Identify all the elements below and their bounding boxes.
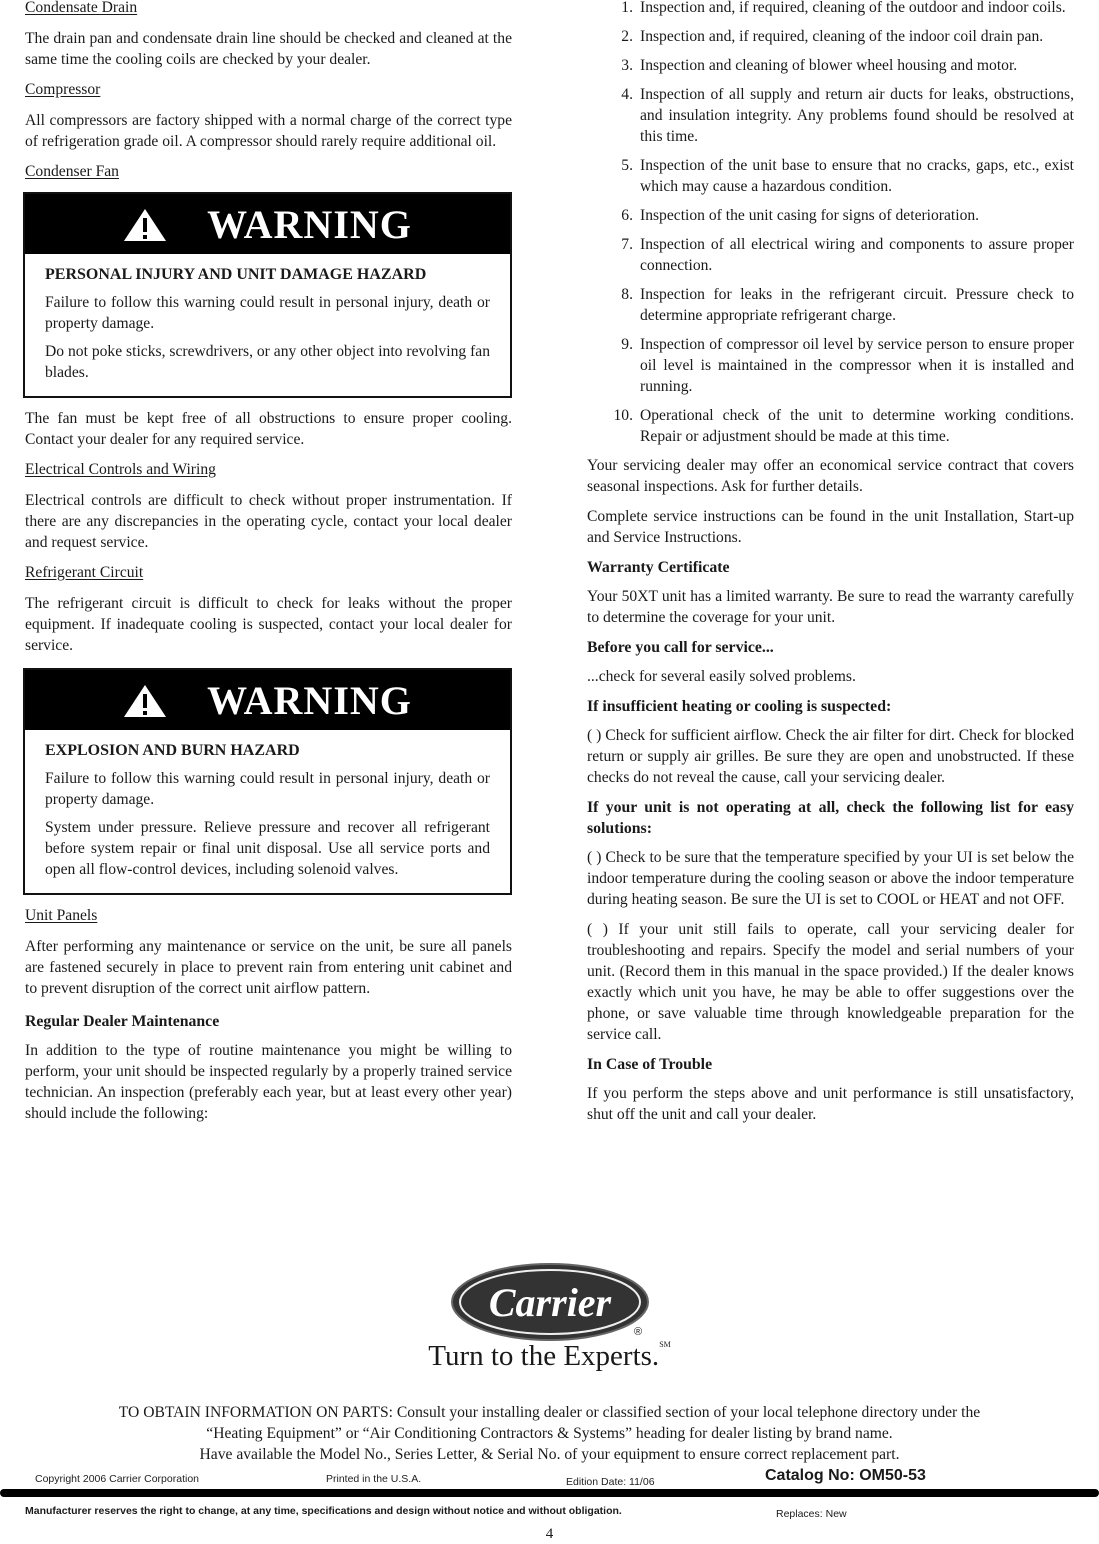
catalog-number: Catalog No: OM50-53 (765, 1467, 926, 1484)
carrier-logo-icon (450, 1262, 650, 1342)
list-item: 6. Inspection of the unit casing for signs of deterioration. (621, 207, 980, 224)
printed-in: Printed in the U.S.A. (326, 1473, 422, 1485)
heading-condenser-fan: Condenser Fan (25, 163, 119, 180)
warning-header (25, 194, 510, 254)
hazard-title: EXPLOSION AND BURN HAZARD (45, 742, 300, 759)
hazard-title: PERSONAL INJURY AND UNIT DAMAGE HAZARD (45, 266, 427, 283)
heading-trouble: In Case of Trouble (587, 1056, 713, 1073)
checklist-item: ( ) If your unit still fails to operate, call your servicing dealer for troubleshooting and repairs. Specify the model and serial numbers of your unit. (Record them in this manual in the space provided.) If the dealer knows exactly which unit you have, he may be able to offer suggestions over the phone, or save valuable time through knowledgeable preparation for the service call. (587, 921, 1074, 1043)
electrical-text: Electrical controls are difficult to check without proper instrumentation. If there are any discrepancies in the operating cycle, contact your local dealer and request service. (25, 492, 512, 551)
before-service-text: ...check for several easily solved problems. (587, 668, 856, 685)
heading-electrical: Electrical Controls and Wiring (25, 461, 216, 478)
heading-unit-panels: Unit Panels (25, 907, 98, 924)
svg-text:Carrier: Carrier (488, 1280, 611, 1325)
tagline: Turn to the Experts.℠ (428, 1340, 671, 1372)
regular-maintenance-text: In addition to the type of routine maintenance you might be willing to perform, your unit should be inspected regularly by a properly trained service technician. An inspection (preferably each year, but at least every other year) should include the following: (25, 1042, 512, 1122)
warning-triangle-icon (123, 206, 167, 242)
list-item: 4. Inspection of all supply and return air ducts for leaks, obstructions, and insulation integrity. Any problems found should be resolved at this time. (621, 86, 1074, 145)
warranty-text: Your 50XT unit has a limited warranty. Be sure to read the warranty carefully to determine the coverage for your unit. (587, 588, 1074, 626)
list-item: 1. Inspection and, if required, cleaning of the outdoor and indoor coils. (621, 0, 1066, 16)
service-contract-text: Your servicing dealer may offer an economical service contract that covers seasonal inspections. Ask for further details. (587, 457, 1074, 495)
heading-not-operating: If your unit is not operating at all, check the following list for easy solutions: (587, 799, 1074, 837)
manufacturer-notice: Manufacturer reserves the right to change, at any time, specifications and design without notice and without obligation. (25, 1505, 622, 1517)
footer-rule (0, 1489, 1099, 1497)
unit-panels-text: After performing any maintenance or service on the unit, be sure all panels are fastened securely in place to prevent rain from entering unit cabinet and to prevent disruption of the correct unit airflow pattern. (25, 938, 512, 997)
list-item: 8. Inspection for leaks in the refrigerant circuit. Pressure check to determine appropriate refrigerant charge. (621, 286, 1074, 324)
heading-regular-maintenance: Regular Dealer Maintenance (25, 1013, 220, 1030)
heading-warranty: Warranty Certificate (587, 559, 730, 576)
right-column (587, 0, 1074, 1134)
registered-mark: ® (634, 1326, 643, 1338)
warning-box-fan (23, 192, 512, 398)
list-item: 10. Operational check of the unit to determine working conditions. Repair or adjustment should be made at this time. (613, 407, 1074, 445)
replaces: Replaces: New (776, 1508, 847, 1520)
page-number: 4 (545, 1526, 554, 1542)
warning-title: WARNING (207, 201, 412, 247)
trouble-text: If you perform the steps above and unit performance is still unsatisfactory, shut off the unit and call your dealer. (587, 1085, 1074, 1123)
heading-condensate-drain: Condensate Drain (25, 0, 138, 16)
list-item: 3. Inspection and cleaning of blower wheel housing and motor. (621, 57, 1018, 74)
complete-instructions-text: Complete service instructions can be found in the unit Installation, Start-up and Service Instructions. (587, 508, 1074, 546)
copyright: Copyright 2006 Carrier Corporation (35, 1473, 199, 1485)
heading-before-service: Before you call for service... (587, 639, 774, 656)
warning-text: Do not poke sticks, screwdrivers, or any other object into revolving fan blades. (45, 343, 490, 381)
checklist-item: ( ) Check to be sure that the temperature specified by your UI is set below the indoor temperature during the cooling season or above the indoor temperature during heating season. Be sure the UI is set to COOL or HEAT and not OFF. (587, 849, 1074, 908)
condenser-fan-text: The fan must be kept free of all obstructions to ensure proper cooling. Contact your dealer for any required service. (25, 410, 512, 448)
edition-date: Edition Date: 11/06 (566, 1476, 655, 1488)
heading-compressor: Compressor (25, 81, 101, 98)
list-item: 9. Inspection of compressor oil level by service person to ensure proper oil level is maintained in the compressor when it is installed and running. (621, 336, 1074, 395)
warning-box-explosion (23, 668, 512, 895)
warning-title: WARNING (207, 677, 412, 723)
refrigerant-text: The refrigerant circuit is difficult to check for leaks without the proper equipment. If inadequate cooling is suspected, contact your local dealer for service. (25, 595, 512, 654)
warning-text: Failure to follow this warning could result in personal injury, death or property damage. (45, 294, 490, 332)
checklist-item: ( ) Check for sufficient airflow. Check the air filter for dirt. Check for blocked return or supply air grilles. Be sure they are open and unobstructed. If these checks do not reveal the cause, call your servicing dealer. (587, 727, 1074, 786)
warning-header (25, 670, 510, 730)
carrier-logo (0, 1262, 1099, 1342)
list-item: 2. Inspection and, if required, cleaning of the indoor coil drain pan. (621, 28, 1044, 45)
parts-info: TO OBTAIN INFORMATION ON PARTS: Consult your installing dealer or classified section of your local telephone directory under the “Heating Equipment” or “Air Conditioning Contractors & Systems” heading for dealer listing by brand name. Have available the Model No., Series Letter, & Serial No. of your equipment to ensure correct replacement part. (118, 1404, 981, 1463)
compressor-text: All compressors are factory shipped with a normal charge of the correct type of refrigeration grade oil. A compressor should rarely require additional oil. (25, 112, 512, 150)
warning-text: Failure to follow this warning could result in personal injury, death or property damage. (45, 770, 490, 808)
heading-insufficient: If insufficient heating or cooling is suspected: (587, 698, 892, 715)
left-column (25, 0, 512, 1133)
warning-triangle-icon (123, 682, 167, 718)
maintenance-list (587, 0, 1074, 447)
list-item: 5. Inspection of the unit base to ensure that no cracks, gaps, etc., exist which may cause a hazardous condition. (621, 157, 1074, 195)
condensate-drain-text: The drain pan and condensate drain line should be checked and cleaned at the same time the cooling coils are checked by your dealer. (25, 30, 512, 68)
warning-text: System under pressure. Relieve pressure and recover all refrigerant before system repair or final unit disposal. Use all service ports and open all flow-control devices, including solenoid valves. (45, 819, 490, 878)
heading-refrigerant: Refrigerant Circuit (25, 564, 144, 581)
list-item: 7. Inspection of all electrical wiring and components to assure proper connection. (621, 236, 1074, 274)
